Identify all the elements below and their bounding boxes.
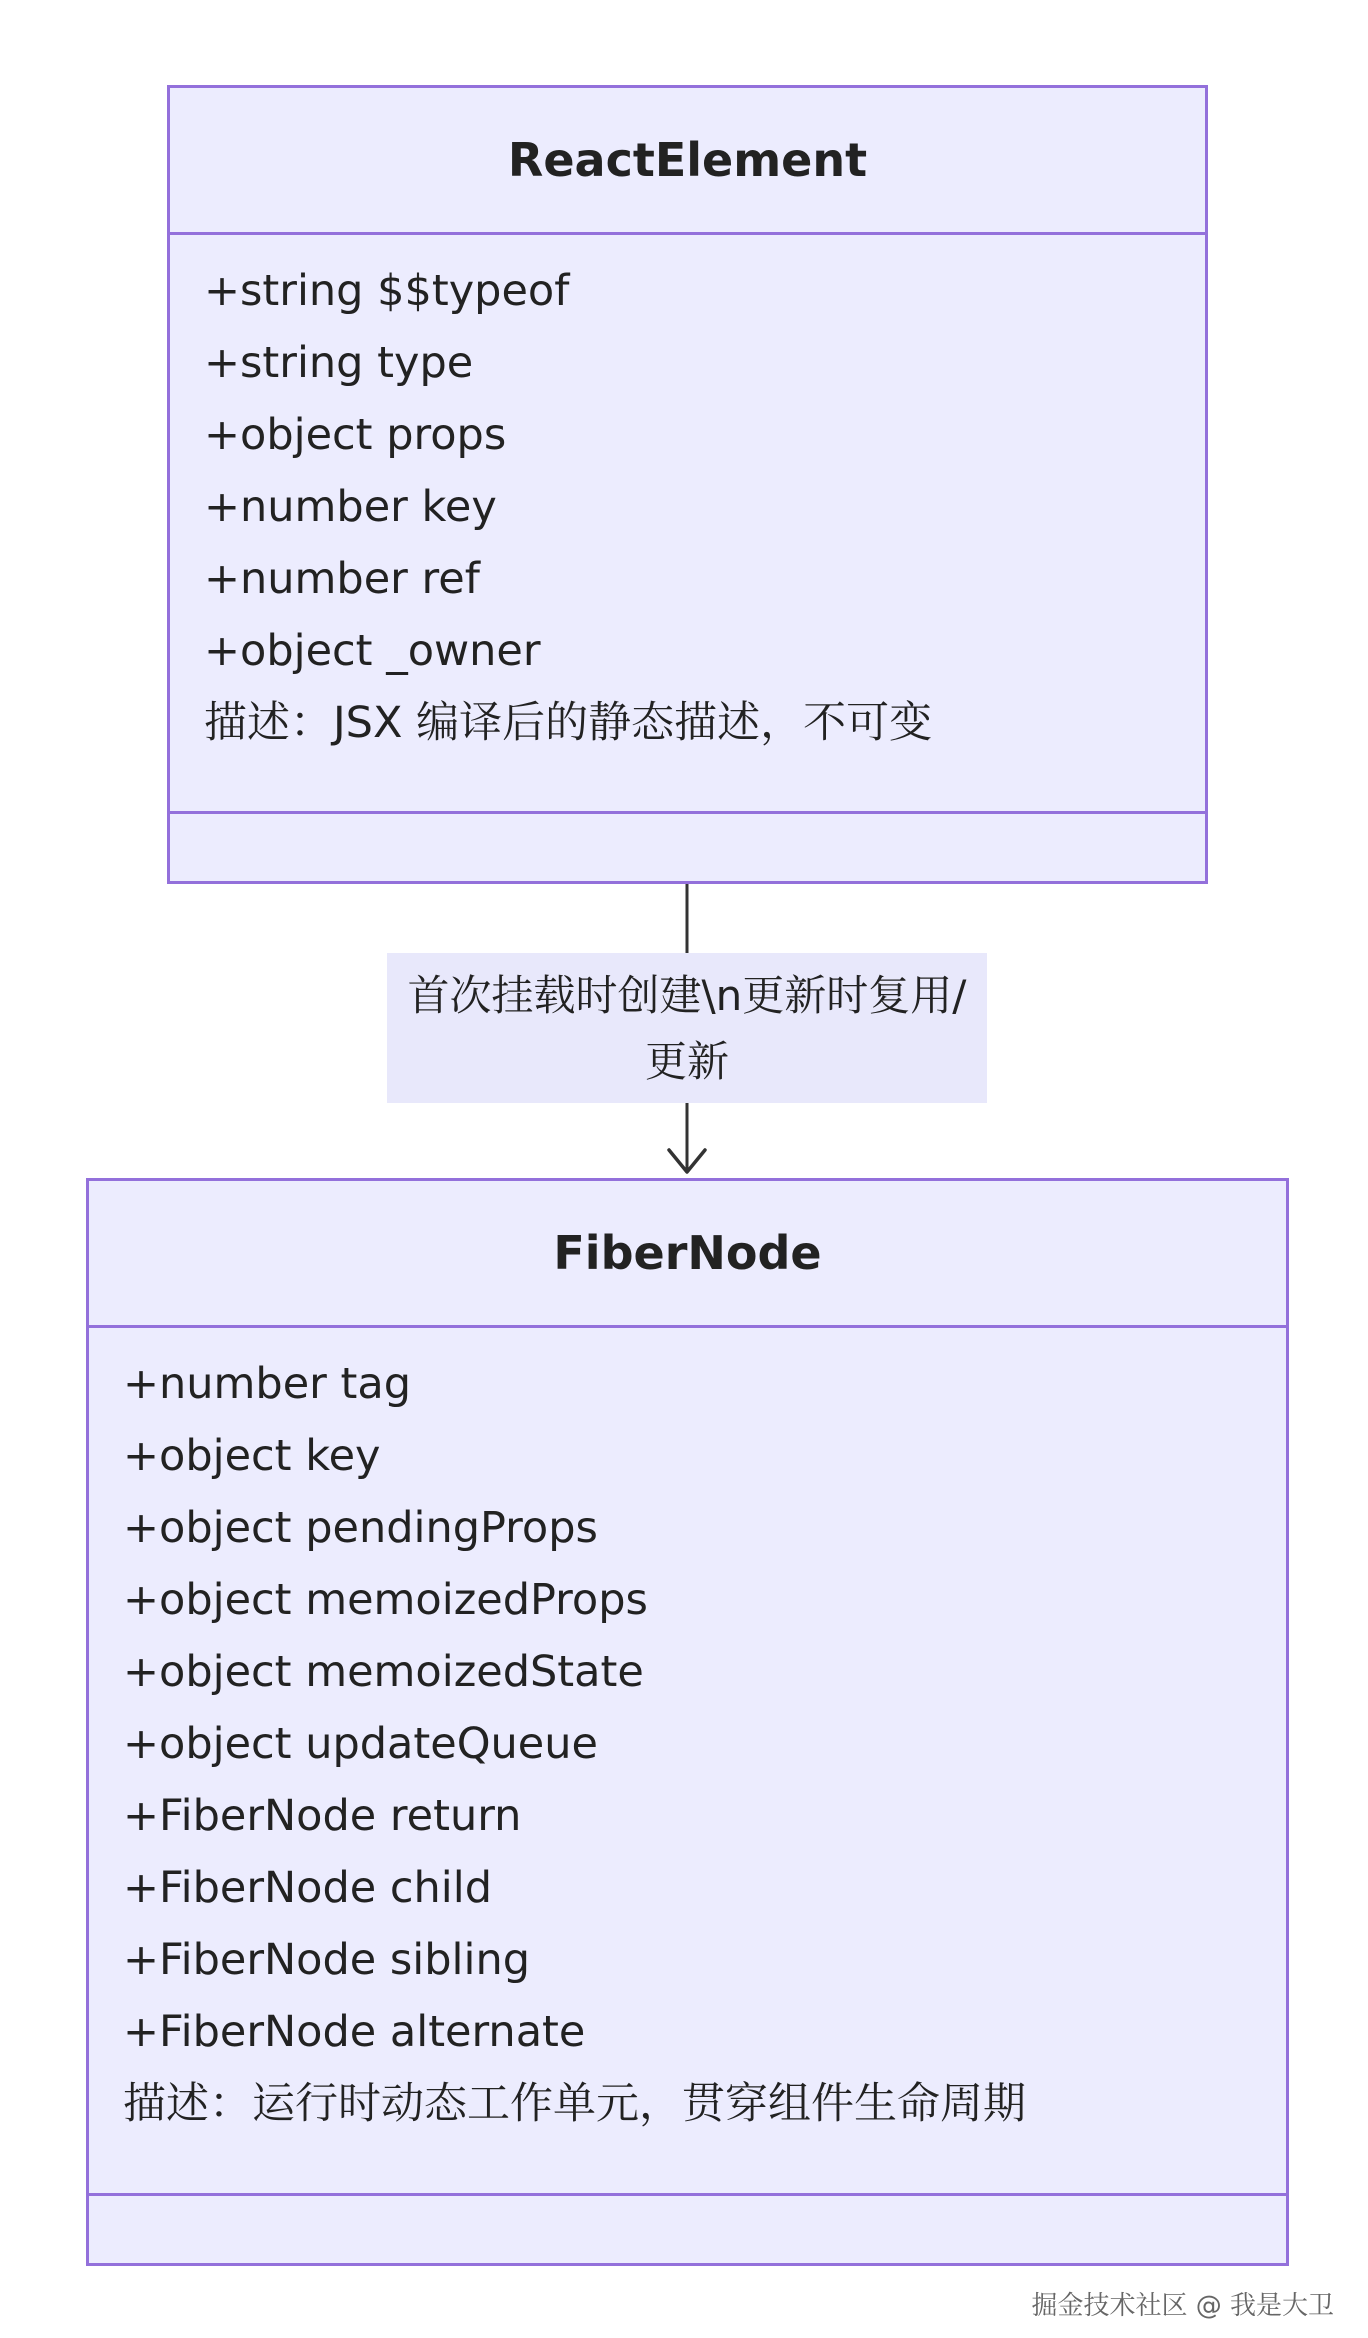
relation-label: 首次挂载时创建\n更新时复用/更新: [387, 953, 987, 1103]
attributes-section: [89, 1328, 1286, 2196]
class-header: [89, 1181, 1286, 1328]
attribute-item: +object memoizedProps: [123, 1575, 648, 1625]
attribute-description: 描述：JSX 编译后的静态描述，不可变: [204, 698, 933, 748]
attribute-item: +number tag: [123, 1359, 412, 1409]
attribute-item: +string $$typeof: [204, 266, 570, 316]
methods-section: [89, 2196, 1286, 2263]
attribute-item: +object memoizedState: [123, 1647, 644, 1697]
attribute-item: +object pendingProps: [123, 1503, 598, 1553]
class-box-fiber-node: [86, 1178, 1289, 2266]
attribute-item: +object updateQueue: [123, 1719, 598, 1769]
attribute-item: +string type: [204, 338, 474, 388]
class-title: FiberNode: [553, 1226, 822, 1280]
class-title: ReactElement: [507, 133, 868, 187]
attribute-item: +number key: [204, 482, 497, 532]
attribute-item: +object _owner: [204, 626, 541, 676]
attribute-item: +FiberNode child: [123, 1863, 492, 1913]
attribute-description: 描述：运行时动态工作单元，贯穿组件生命周期: [123, 2079, 1026, 2129]
attribute-item: +object props: [204, 410, 507, 460]
attribute-item: +FiberNode sibling: [123, 1935, 530, 1985]
attribute-item: +FiberNode return: [123, 1791, 522, 1841]
watermark: 掘金技术社区 @ 我是大卫: [1031, 2291, 1334, 2321]
attribute-item: +FiberNode alternate: [123, 2007, 586, 2057]
attribute-item: +object key: [123, 1431, 381, 1481]
attribute-item: +number ref: [204, 554, 480, 604]
